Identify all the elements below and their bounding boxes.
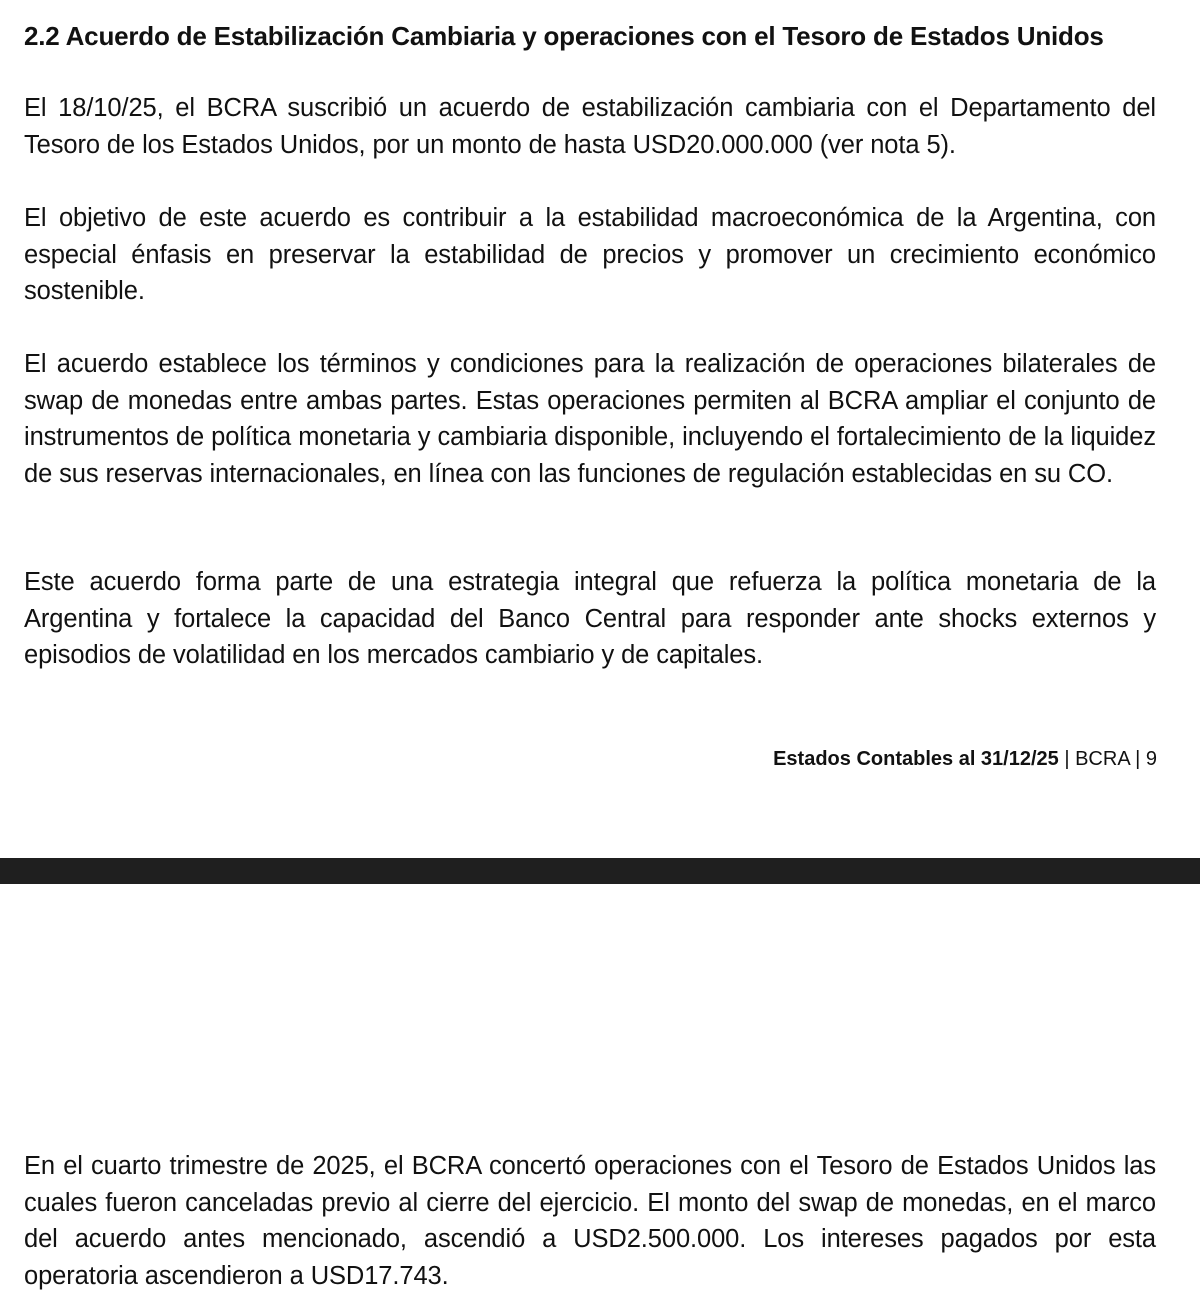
footer-separator: | xyxy=(1058,748,1076,770)
page-separator xyxy=(0,858,1200,884)
document-page-bottom xyxy=(0,884,1200,1311)
footer-title: Estados Contables al 31/12/25 xyxy=(773,748,1059,770)
footer-page-number: 9 xyxy=(1145,748,1157,770)
paragraph-objective: El objetivo de este acuerdo es contribuir a la estabilidad macroeconómica de la Argentina, con especial énfasis en preservar la estabilidad de precios y promover un crecimiento económico sostenible. xyxy=(24,204,1156,305)
page-footer xyxy=(773,745,1157,773)
footer-separator-2: | xyxy=(1129,748,1146,770)
paragraph-agreement-date: El 18/10/25, el BCRA suscribió un acuerdo de estabilización cambiaria con el Departamento del Tesoro de los Estados Unidos, por un monto de hasta USD20.000.000 (ver nota 5). xyxy=(24,94,1156,159)
paragraph-strategy: Este acuerdo forma parte de una estrategia integral que refuerza la política monetaria de la Argentina y fortalece la capacidad del Banco Central para responder ante shocks externos y episodios de volatilidad en los mercados cambiario y de capitales. xyxy=(24,568,1156,669)
footer-org: BCRA xyxy=(1075,748,1130,770)
paragraph-terms: El acuerdo establece los términos y condiciones para la realización de operaciones bilaterales de swap de monedas entre ambas partes. Estas operaciones permiten al BCRA ampliar el conjunto de instrumentos de política monetaria y cambiaria disponible, incluyendo el fortalecimiento de la liquidez de sus reservas internacionales, en línea con las funciones de regulación establecidas en su CO. xyxy=(24,350,1156,488)
section-heading: 2.2 Acuerdo de Estabilización Cambiaria y operaciones con el Tesoro de Estados Unidos xyxy=(24,21,1104,51)
paragraph-operations: En el cuarto trimestre de 2025, el BCRA concertó operaciones con el Tesoro de Estados Unidos las cuales fueron canceladas previo al cierre del ejercicio. El monto del swap de monedas, en el marco del acuerdo antes mencionado, ascendió a USD2.500.000. Los intereses pagados por esta operatoria ascendieron a USD17.743. xyxy=(24,1152,1156,1290)
